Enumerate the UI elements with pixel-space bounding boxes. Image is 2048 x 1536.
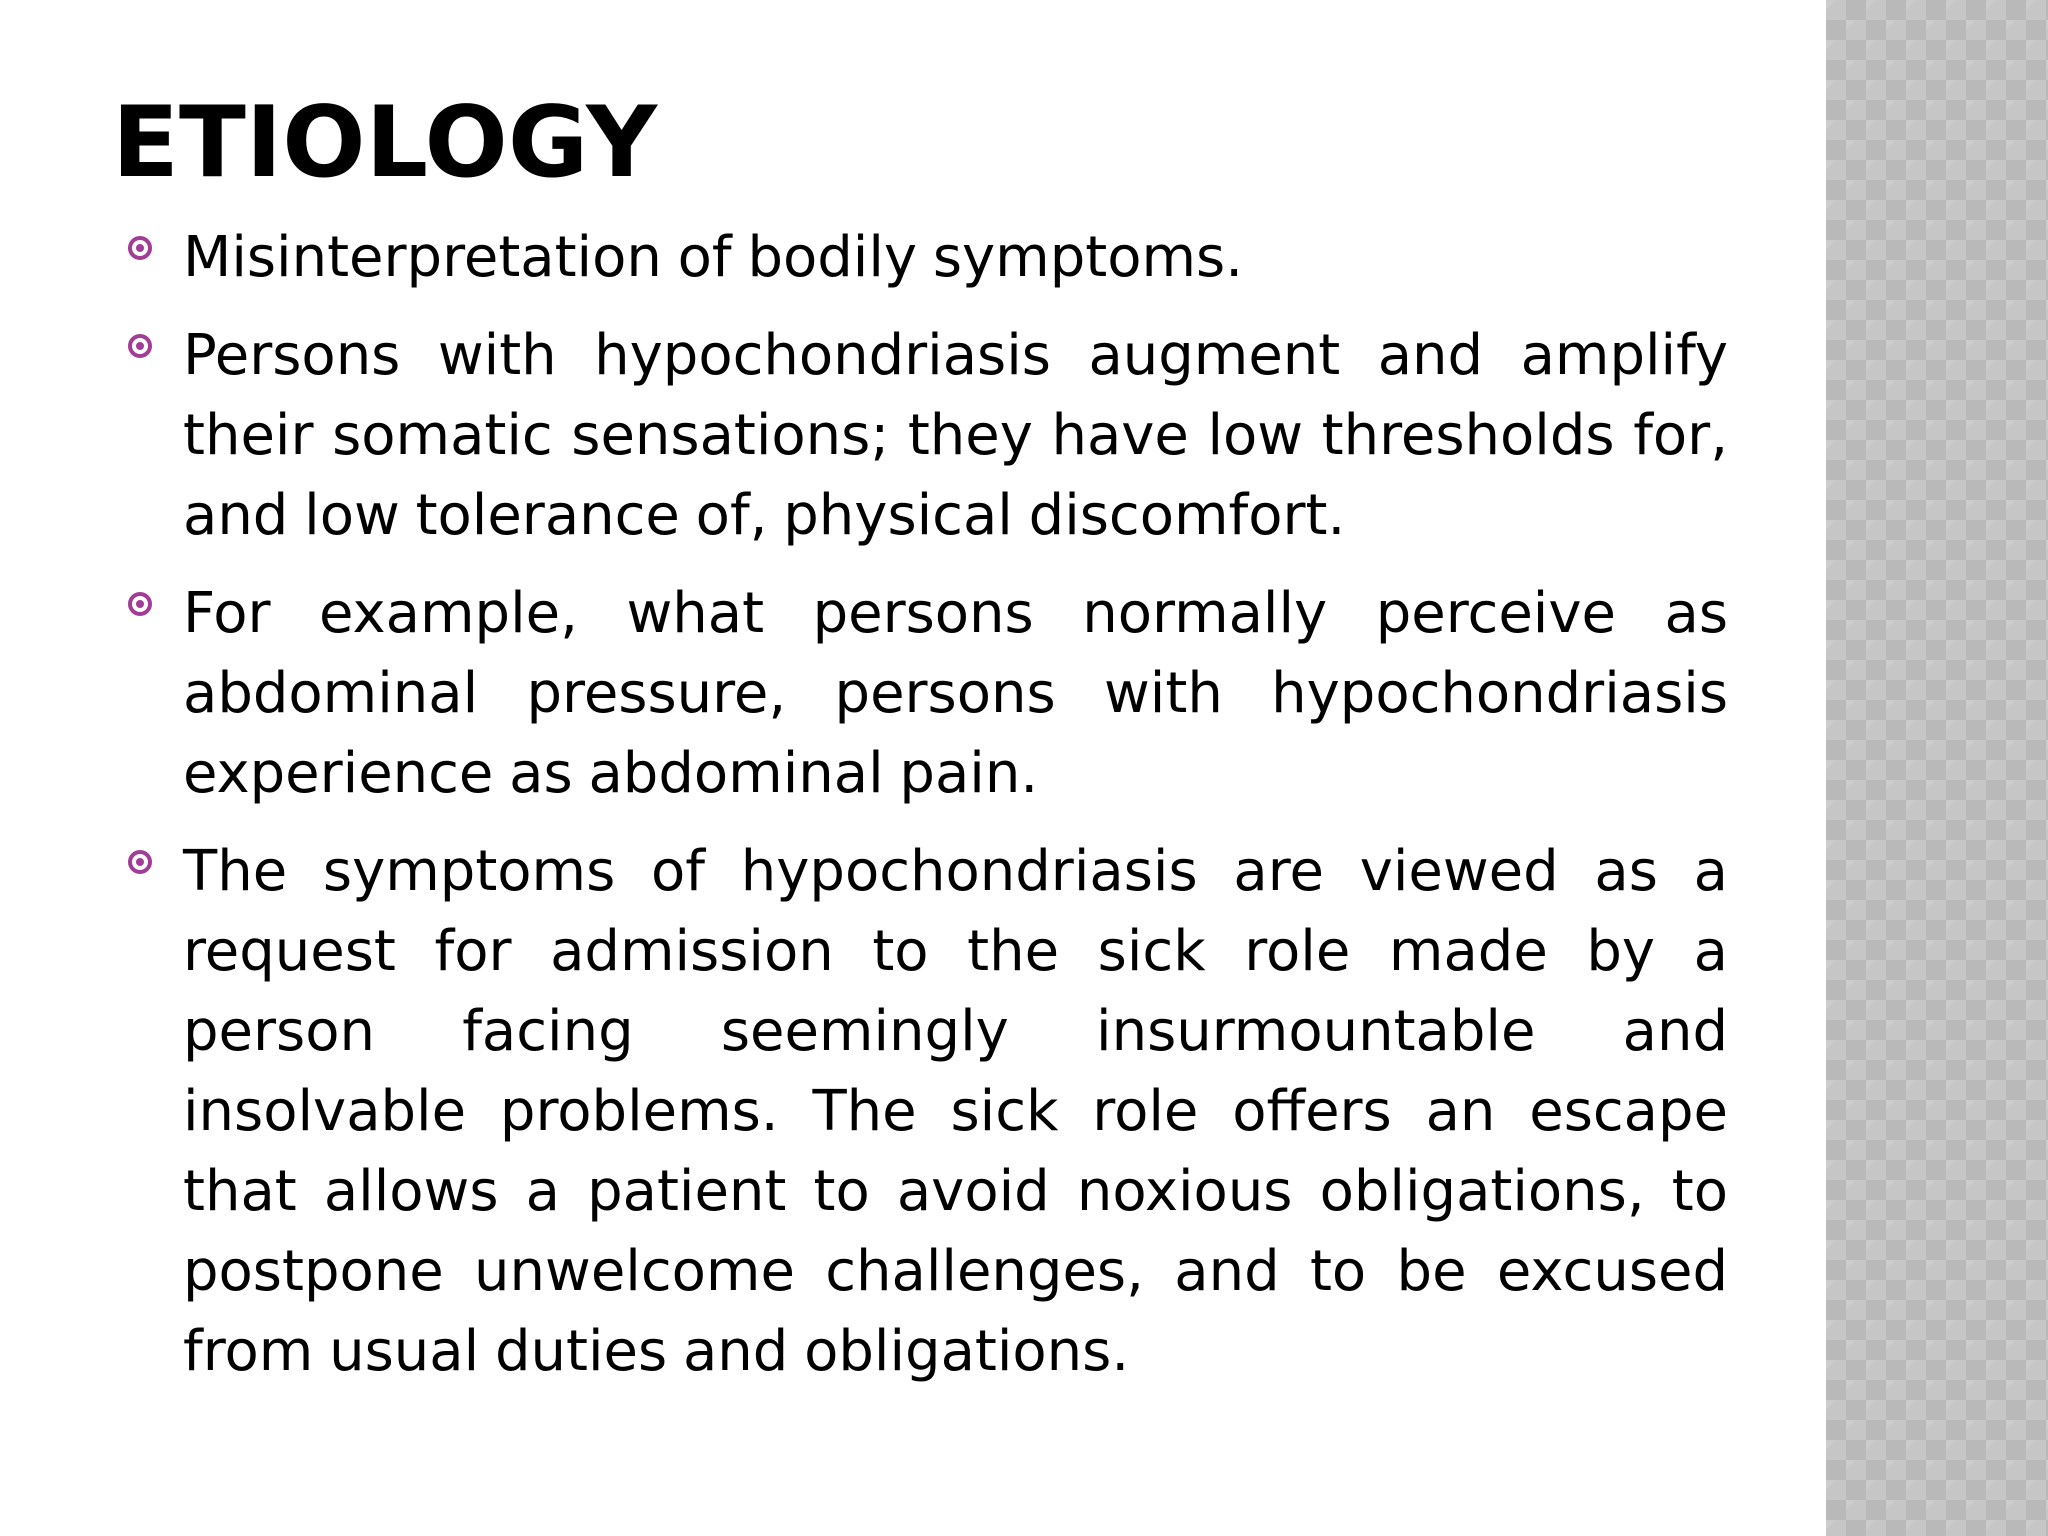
circle-bullet-icon	[128, 850, 152, 874]
bullet-list	[128, 218, 1728, 1410]
bullet-text: For example, what persons normally perceive as abdominal pressure, persons with hypochondriasis experience as abdominal pain.	[183, 581, 1728, 806]
circle-bullet-icon	[128, 236, 152, 260]
decorative-side-panel	[1826, 0, 2048, 1536]
bullet-text: Persons with hypochondriasis augment and amplify their somatic sensations; they have low thresholds for, and low tolerance of, physical discomfort.	[183, 323, 1728, 548]
bullet-text: Misinterpretation of bodily symptoms.	[183, 225, 1244, 290]
circle-bullet-icon	[128, 334, 152, 358]
circle-bullet-icon	[128, 592, 152, 616]
bullet-text: The symptoms of hypochondriasis are viewed as a request for admission to the sick role made by a person facing seemingly insurmountable and insolvable problems. The sick role offers an escape that allows a patient to avoid noxious obligations, to postpone unwelcome challenges, and to be excused from usual duties and obligations.	[183, 839, 1728, 1384]
bullet-item	[128, 574, 1728, 814]
bullet-item	[128, 316, 1728, 556]
slide-title: ETIOLOGY	[112, 86, 658, 200]
bullet-item	[128, 832, 1728, 1392]
bullet-item	[128, 218, 1728, 298]
